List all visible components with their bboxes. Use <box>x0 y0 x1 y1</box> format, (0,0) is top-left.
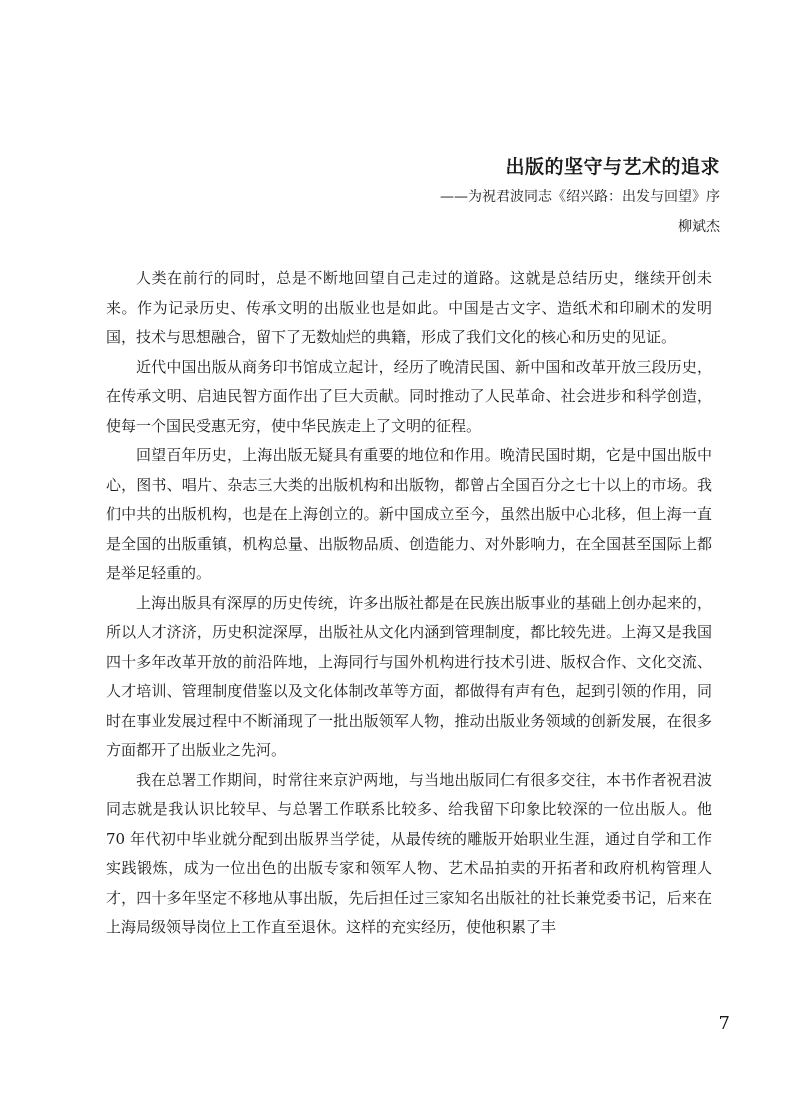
paragraph: 回望百年历史，上海出版无疑具有重要的地位和作用。晚清民国时期，它是中国出版中心，图书、唱片、杂志三大类的出版机构和出版物，都曾占全国百分之七十以上的市场。我们中共的出版机构，也是在上海创立的。新中国成立至今，虽然出版中心北移，但上海一直是全国的出版重镇，机构总量、出版物品质、创造能力、对外影响力，在全国甚至国际上都是举足轻重的。 <box>106 446 712 582</box>
paragraph: 人类在前行的同时，总是不断地回望自己走过的道路。这就是总结历史，继续开创未来。作为记录历史、传承文明的出版业也是如此。中国是古文字、造纸术和印刷术的发明国，技术与思想融合，留下了无数灿烂的典籍，形成了我们文化的核心和历史的见证。 <box>106 269 712 346</box>
paragraph: 上海出版具有深厚的历史传统，许多出版社都是在民族出版事业的基础上创办起来的，所以人才济济，历史积淀深厚，出版社从文化内涵到管理制度，都比较先进。上海又是我国四十多年改革开放的前沿阵地，上海同行与国外机构进行技术引进、版权合作、文化交流、人才培训、管理制度借鉴以及文化体制改革等方面，都做得有声有色，起到引领的作用，同时在事业发展过程中不断涌现了一批出版领军人物，推动出版业务领域的创新发展，在很多方面都开了出版业之先河。 <box>106 593 712 759</box>
paragraph: 近代中国出版从商务印书馆成立起计，经历了晚清民国、新中国和改革开放三段历史，在传承文明、启迪民智方面作出了巨大贡献。同时推动了人民革命、社会进步和科学创造，使每一个国民受惠无穷，使中华民族走上了文明的征程。 <box>106 357 712 435</box>
article-subtitle: ——为祝君波同志《绍兴路：出发与回望》序 <box>440 189 720 205</box>
paragraph: 我在总署工作期间，时常往来京沪两地，与当地出版同仁有很多交往，本书作者祝君波同志就是我认识比较早、与总署工作联系比较多、给我留下印象比较深的一位出版人。他 70 年代初中毕业就分配到出版界当学徒，从最传统的雕版开始职业生涯，通过自学和工作实践锻炼，成为一位出色的出版专家和领军人物、艺术品拍卖的开拓者和政府机构管理人才，四十多年坚定不移地从事出版，先后担任过三家知名出版社的社长兼党委书记，后来在上海局级领导岗位上工作直至退休。这样的充实经历，使他积累了丰 <box>106 770 712 936</box>
article-body <box>106 264 712 943</box>
page-number: 7 <box>718 1013 730 1034</box>
article-author: 柳斌杰 <box>678 219 720 235</box>
article-title: 出版的坚守与艺术的追求 <box>505 156 720 178</box>
